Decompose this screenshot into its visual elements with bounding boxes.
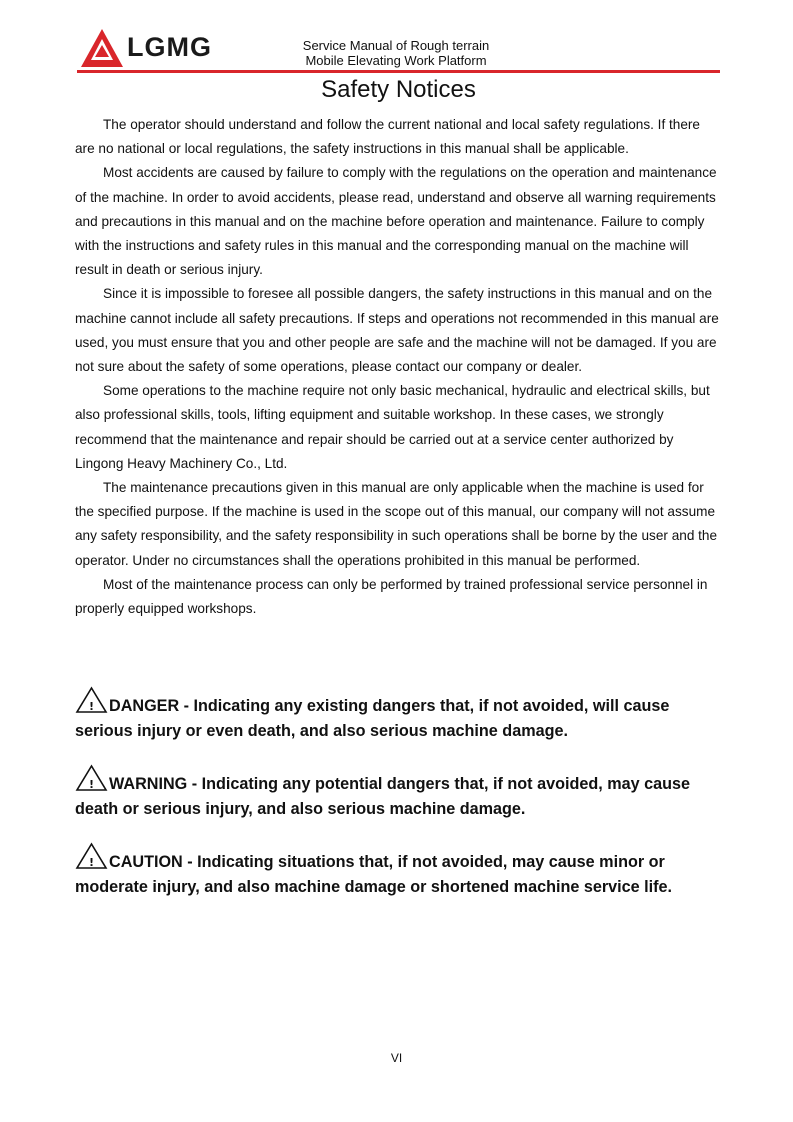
danger-notice-text: DANGER - Indicating any existing dangers that, if not avoided, will cause serious injury or even death, and also serious machine damage. bbox=[75, 697, 670, 740]
paragraph: Most of the maintenance process can only be performed by trained professional service personnel in properly equipped workshops. bbox=[75, 576, 708, 617]
warning-notice bbox=[75, 764, 720, 822]
page-number: VI bbox=[390, 1051, 403, 1065]
paragraph: The maintenance precautions given in this manual are only applicable when the machine is used for the specified purpose. If the machine is used in the scope out of this manual, our company will not assume any safety responsibility, and the safety responsibility in such operations shall be borne by the user and the operator. Under no circumstances shall the operations prohibited in this manual be performed. bbox=[75, 480, 718, 568]
paragraph: The operator should understand and follow the current national and local safety regulations. If there are no national or local regulations, the safety instructions in this manual shall be applicable. bbox=[75, 117, 700, 157]
logo-mark-icon bbox=[80, 28, 124, 68]
warning-triangle-icon bbox=[75, 842, 108, 870]
manual-title bbox=[270, 38, 522, 68]
danger-notice bbox=[75, 686, 720, 744]
safety-notices bbox=[75, 686, 720, 920]
body-text bbox=[75, 113, 720, 621]
svg-text:!: ! bbox=[88, 778, 95, 791]
caution-notice-text: CAUTION - Indicating situations that, if not avoided, may cause minor or moderate injury, and also machine damage or shortened machine service life. bbox=[75, 853, 673, 896]
warning-triangle-icon bbox=[75, 686, 108, 714]
paragraph: Since it is impossible to foresee all possible dangers, the safety instructions in this manual and on the machine cannot include all safety precautions. If steps and operations not recommended in this manual are used, you must ensure that you and other people are safe and the machine will not be damaged. If you are not sure about the safety of some operations, please contact our company or dealer. bbox=[75, 286, 719, 375]
warning-triangle-icon bbox=[75, 764, 108, 792]
caution-notice bbox=[75, 842, 720, 900]
svg-text:!: ! bbox=[88, 856, 95, 869]
logo-wordmark: LGMG bbox=[127, 32, 212, 62]
manual-title-line2: Mobile Elevating Work Platform bbox=[305, 53, 487, 68]
paragraph: Most accidents are caused by failure to comply with the regulations on the operation and maintenance of the machine. In order to avoid accidents, please read, understand and observe all warning requirements and precautions in this manual and on the machine before operation and maintenance. Failure to comply with the instructions and safety rules in this manual and the corresponding manual on the machine will result in death or serious injury. bbox=[75, 165, 717, 278]
header-divider bbox=[77, 70, 720, 73]
company-logo bbox=[80, 28, 230, 68]
svg-text:!: ! bbox=[88, 700, 95, 713]
manual-title-line1: Service Manual of Rough terrain bbox=[302, 38, 490, 53]
page-title: Safety Notices bbox=[321, 76, 476, 103]
paragraph: Some operations to the machine require not only basic mechanical, hydraulic and electrical skills, but also professional skills, tools, lifting equipment and suitable workshop. In these cases, we strongly recommend that the maintenance and repair should be carried out at a service center authorized by Lingong Heavy Machinery Co., Ltd. bbox=[75, 383, 710, 471]
warning-notice-text: WARNING - Indicating any potential dangers that, if not avoided, may cause death or serious injury, and also serious machine damage. bbox=[75, 775, 691, 818]
